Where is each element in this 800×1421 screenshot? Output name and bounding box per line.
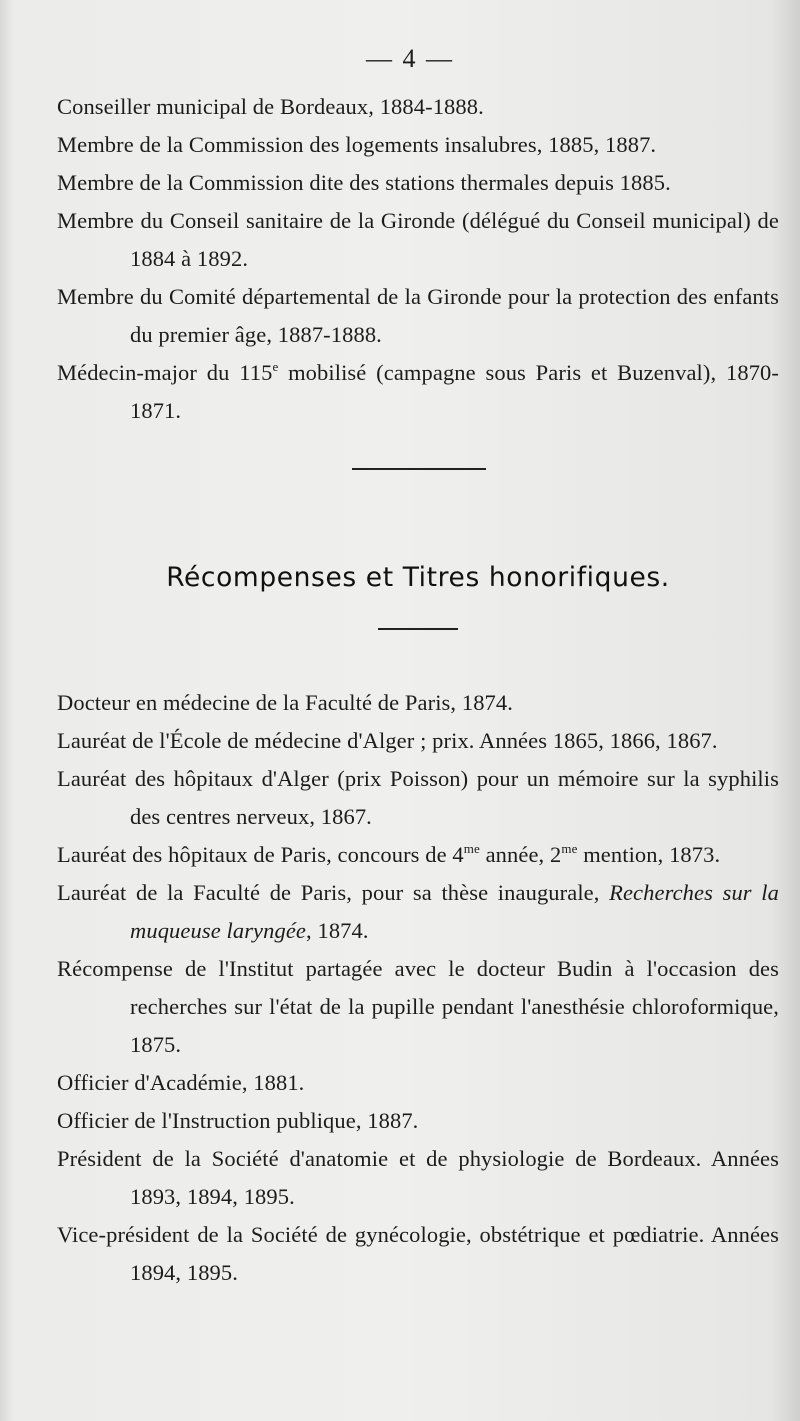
thesis-title: Recherches sur la muqueuse laryngée [130,880,779,943]
award-entry: Président de la Société d'anatomie et de physiologie de Bordeaux. Années 1893, 1894, 1895. [57,1146,779,1209]
ordinal-superscript: me [463,841,480,856]
ordinal-superscript: e [272,359,279,374]
award-entry-text: , 1874. [306,918,369,943]
award-entry: Lauréat des hôpitaux d'Alger (prix Poisson) pour un mémoire sur la syphilis des centres nerveux, 1867. [57,766,779,829]
function-entry-text: Médecin-major du 115 [57,360,273,385]
award-entry: Docteur en médecine de la Faculté de Paris, 1874. [57,690,513,715]
award-entry [57,836,779,874]
function-entry-text: mobilisé (campagne sous Paris et Buzenval), 1870-1871. [130,360,779,423]
function-entry: Membre de la Commission des logements insalubres, 1885, 1887. [57,132,657,157]
award-entry-text: Lauréat de la Faculté de Paris, pour sa thèse inaugurale, [57,880,610,905]
section-divider [352,468,486,470]
section-title: Récompenses et Titres honorifiques. [166,562,670,593]
functions-list [57,88,779,430]
function-entry [57,354,779,430]
title-underline [378,628,458,630]
ordinal-superscript: me [561,841,578,856]
award-entry [57,874,779,950]
function-entry: Conseiller municipal de Bordeaux, 1884-1888. [57,94,484,119]
function-entry: Membre du Comité départemental de la Gironde pour la protection des enfants du premier âge, 1887-1888. [57,284,779,347]
award-entry-text: mention, 1873. [577,842,721,867]
award-entry: Officier de l'Instruction publique, 1887. [57,1108,419,1133]
function-entry: Membre du Conseil sanitaire de la Gironde (délégué du Conseil municipal) de 1884 à 1892. [57,208,779,271]
page-number: — 4 — [366,44,454,73]
award-entry: Vice-président de la Société de gynécologie, obstétrique et pœdiatrie. Années 1894, 1895. [57,1222,779,1285]
function-entry: Membre de la Commission dite des stations thermales depuis 1885. [57,170,671,195]
award-entry: Lauréat de l'École de médecine d'Alger ; prix. Années 1865, 1866, 1867. [57,728,718,753]
award-entry-text: Lauréat des hôpitaux de Paris, concours de 4 [57,842,464,867]
award-entry: Officier d'Académie, 1881. [57,1070,305,1095]
award-entry-text: année, 2 [479,842,562,867]
awards-list [57,684,779,1292]
award-entry: Récompense de l'Institut partagée avec le docteur Budin à l'occasion des recherches sur l'état de la pupille pendant l'anesthésie chloroformique, 1875. [57,956,779,1057]
